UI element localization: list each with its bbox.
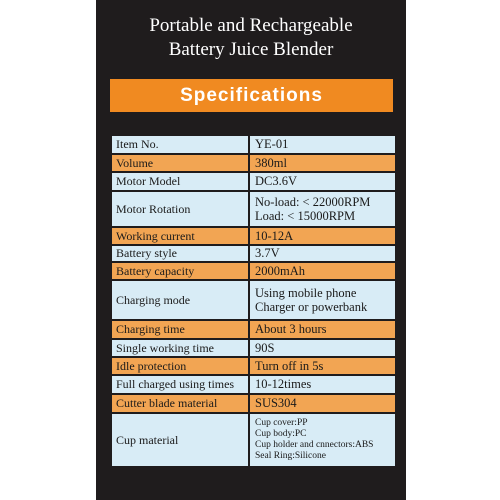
spec-value bbox=[250, 321, 395, 338]
spec-value-line: 3.7V bbox=[255, 246, 280, 260]
spec-value bbox=[250, 173, 395, 190]
spec-value-line: Cup cover:PP bbox=[255, 418, 308, 428]
spec-value-line: 10-12times bbox=[255, 377, 312, 391]
spec-row bbox=[112, 395, 395, 412]
spec-value-line: 10-12A bbox=[255, 228, 294, 243]
spec-row bbox=[112, 358, 395, 374]
spec-row bbox=[112, 155, 395, 171]
spec-value-line: SUS304 bbox=[255, 396, 297, 410]
spec-card bbox=[96, 0, 406, 500]
spec-row bbox=[112, 376, 395, 393]
spec-row bbox=[112, 228, 395, 244]
spec-value-line: 90S bbox=[255, 340, 275, 355]
spec-value bbox=[250, 192, 395, 226]
spec-label: Cup material bbox=[112, 414, 248, 466]
spec-value-line: Cup holder and cnnectors:ABS bbox=[255, 440, 374, 450]
spec-label: Battery style bbox=[112, 246, 248, 261]
spec-value-line: YE-01 bbox=[255, 137, 289, 151]
spec-row bbox=[112, 263, 395, 279]
spec-value bbox=[250, 263, 395, 279]
spec-label: Full charged using times bbox=[112, 376, 248, 393]
spec-row bbox=[112, 192, 395, 226]
spec-value bbox=[250, 246, 395, 261]
spec-value bbox=[250, 155, 395, 171]
title-line-2: Battery Juice Blender bbox=[168, 39, 334, 60]
spec-label: Idle protection bbox=[112, 358, 248, 374]
spec-value-line: Cup body:PC bbox=[255, 429, 307, 439]
spec-value-line: Seal Ring:Silicone bbox=[255, 451, 326, 461]
title-line-1: Portable and Rechargeable bbox=[149, 15, 353, 36]
spec-value-line: No-load: < 22000RPM bbox=[255, 195, 371, 209]
spec-value-line: Load: < 15000RPM bbox=[255, 209, 356, 223]
spec-label: Charging mode bbox=[112, 281, 248, 319]
spec-value bbox=[250, 136, 395, 153]
spec-label: Working current bbox=[112, 228, 248, 244]
spec-value-line: Using mobile phone bbox=[255, 286, 357, 300]
spec-value-line: DC3.6V bbox=[255, 174, 298, 188]
spec-row bbox=[112, 281, 395, 319]
spec-label: Motor Rotation bbox=[112, 192, 248, 226]
spec-value bbox=[250, 228, 395, 244]
spec-row bbox=[112, 246, 395, 261]
spec-value bbox=[250, 395, 395, 412]
spec-label: Motor Model bbox=[112, 173, 248, 190]
spec-value-line: Turn off in 5s bbox=[255, 358, 324, 373]
spec-row bbox=[112, 136, 395, 153]
spec-row bbox=[112, 321, 395, 338]
spec-value-line: About 3 hours bbox=[255, 322, 327, 336]
spec-row bbox=[112, 173, 395, 190]
spec-row bbox=[112, 414, 395, 466]
spec-row bbox=[112, 340, 395, 356]
spec-label: Single working time bbox=[112, 340, 248, 356]
specifications-banner: Specifications bbox=[110, 79, 393, 112]
spec-label: Battery capacity bbox=[112, 263, 248, 279]
spec-value bbox=[250, 358, 395, 374]
spec-value bbox=[250, 281, 395, 319]
spec-label: Item No. bbox=[112, 136, 248, 153]
spec-table bbox=[112, 136, 395, 468]
spec-value-line: Charger or powerbank bbox=[255, 300, 368, 314]
spec-value-line: 2000mAh bbox=[255, 263, 305, 278]
spec-value-line: 380ml bbox=[255, 155, 287, 170]
spec-value bbox=[250, 414, 395, 466]
spec-value bbox=[250, 340, 395, 356]
spec-label: Volume bbox=[112, 155, 248, 171]
spec-label: Cutter blade material bbox=[112, 395, 248, 412]
spec-label: Charging time bbox=[112, 321, 248, 338]
spec-value bbox=[250, 376, 395, 393]
